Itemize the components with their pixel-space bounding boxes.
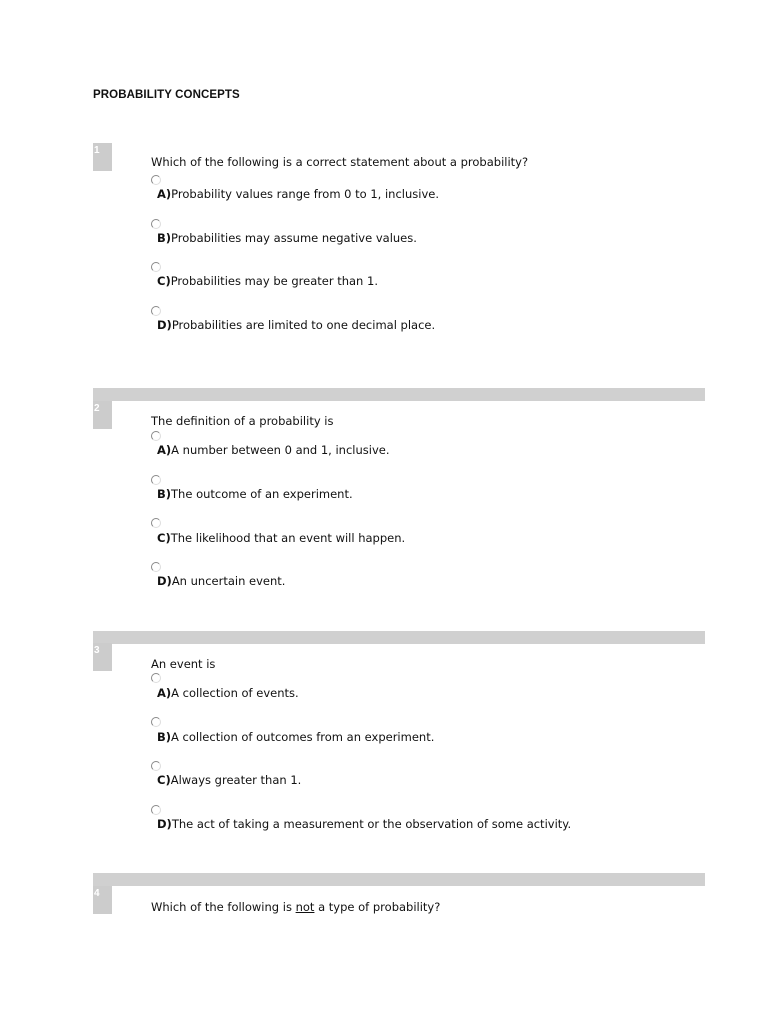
radio-option-c[interactable]	[151, 262, 161, 272]
question-text: The definition of a probability is	[151, 414, 334, 428]
radio-option-d[interactable]	[151, 562, 161, 572]
option-a	[157, 187, 439, 201]
radio-option-d[interactable]	[151, 805, 161, 815]
option-letter: C)	[157, 773, 171, 787]
option-letter: D)	[157, 318, 172, 332]
option-d	[157, 574, 285, 588]
radio-option-b[interactable]	[151, 219, 161, 229]
question-divider-bar	[93, 388, 705, 401]
question-text-emphasis: not	[295, 900, 315, 914]
radio-option-c[interactable]	[151, 761, 161, 771]
option-b	[157, 487, 353, 501]
question-text-start: Which of the following is	[151, 900, 296, 914]
page-title: PROBABILITY CONCEPTS	[93, 89, 240, 101]
question-number-badge: 3	[93, 643, 112, 671]
option-text: The likelihood that an event will happen.	[170, 531, 406, 545]
option-b	[157, 231, 417, 245]
option-letter: B)	[157, 487, 172, 501]
option-text: The outcome of an experiment.	[171, 487, 353, 501]
option-d	[157, 817, 571, 831]
option-text: An uncertain event.	[171, 574, 286, 588]
option-text: Probabilities are limited to one decimal place.	[171, 318, 436, 332]
option-text: Always greater than 1.	[170, 773, 302, 787]
question-text: Which of the following is a correct statement about a probability?	[151, 155, 529, 169]
radio-option-c[interactable]	[151, 518, 161, 528]
question-divider-bar	[93, 631, 705, 644]
option-c	[157, 773, 301, 787]
option-text: A number between 0 and 1, inclusive.	[171, 443, 390, 457]
question-number-badge: 1	[93, 143, 112, 171]
option-a	[157, 443, 390, 457]
radio-option-a[interactable]	[151, 175, 161, 185]
option-text: Probabilities may be greater than 1.	[170, 274, 378, 288]
option-b	[157, 730, 434, 744]
option-d	[157, 318, 435, 332]
question-text	[151, 900, 440, 914]
radio-option-b[interactable]	[151, 475, 161, 485]
option-letter: D)	[157, 574, 172, 588]
question-divider-bar	[93, 873, 705, 886]
radio-option-a[interactable]	[151, 673, 161, 683]
option-letter: B)	[157, 730, 172, 744]
radio-option-d[interactable]	[151, 306, 161, 316]
radio-option-b[interactable]	[151, 717, 161, 727]
question-number-badge: 4	[93, 886, 112, 914]
option-c	[157, 274, 378, 288]
option-text: A collection of events.	[171, 686, 299, 700]
option-letter: B)	[157, 231, 172, 245]
option-text: A collection of outcomes from an experiment.	[171, 730, 435, 744]
option-letter: A)	[157, 443, 172, 457]
option-c	[157, 531, 405, 545]
question-text-end: a type of probability?	[314, 900, 441, 914]
option-a	[157, 686, 299, 700]
radio-option-a[interactable]	[151, 431, 161, 441]
question-text: An event is	[151, 657, 216, 671]
option-letter: A)	[157, 686, 172, 700]
option-letter: C)	[157, 274, 171, 288]
option-letter: C)	[157, 531, 171, 545]
option-text: Probabilities may assume negative values.	[171, 231, 417, 245]
option-text: The act of taking a measurement or the observation of some activity.	[171, 817, 572, 831]
option-letter: D)	[157, 817, 172, 831]
option-letter: A)	[157, 187, 172, 201]
option-text: Probability values range from 0 to 1, inclusive.	[171, 187, 439, 201]
question-number-badge: 2	[93, 401, 112, 429]
